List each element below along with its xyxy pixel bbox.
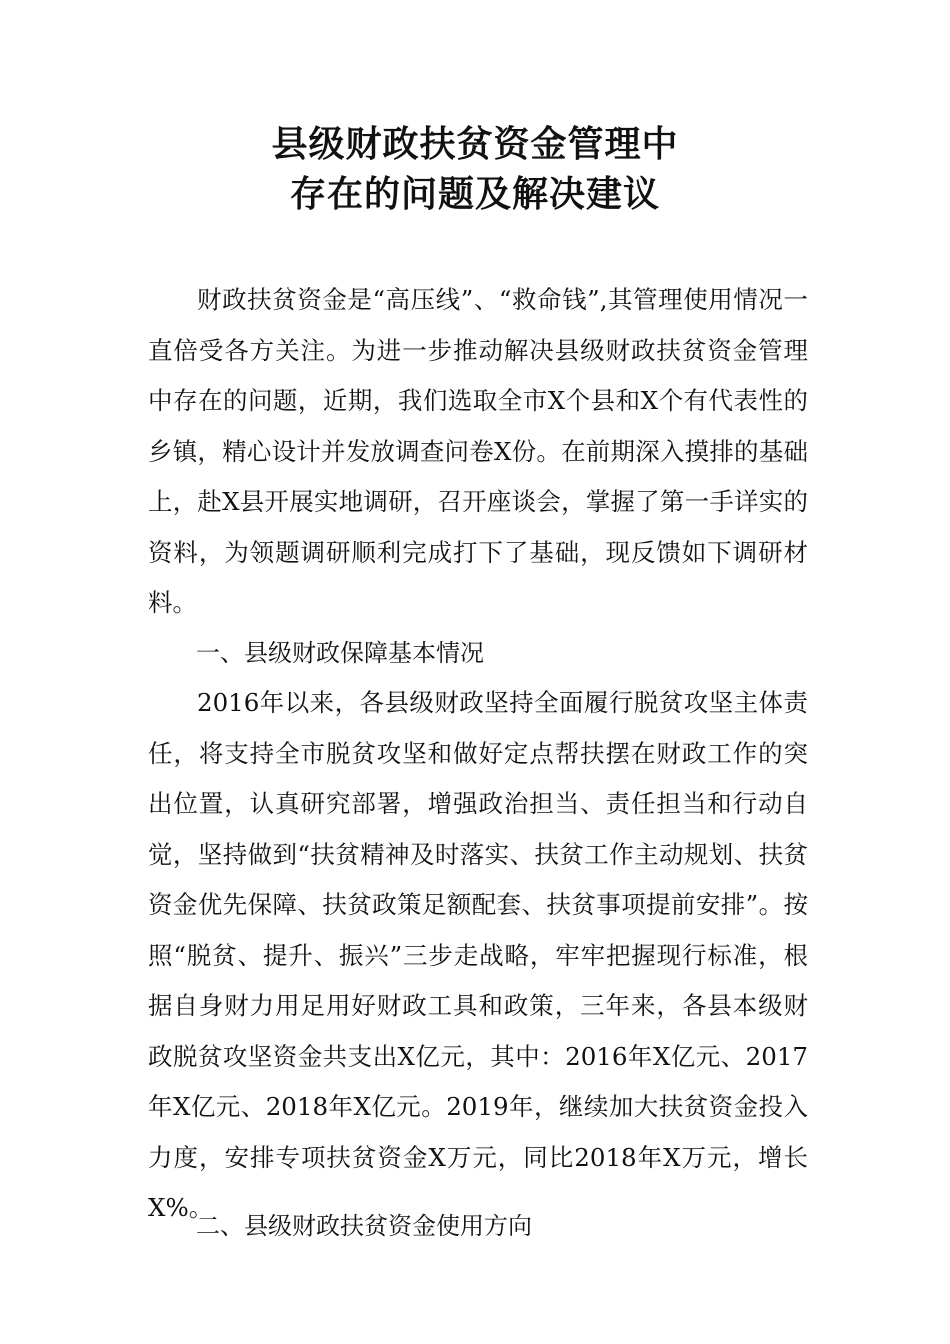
section-2-heading: 二、县级财政扶贫资金使用方向 <box>196 1212 532 1240</box>
title-line-1: 县级财政扶贫资金管理中 <box>271 124 679 165</box>
section-1-paragraph: 2016年以来，各县级财政坚持全面履行脱贫攻坚主体责任，将支持全市脱贫攻坚和做好定点帮扶摆在财政工作的突出位置，认真研究部署，增强政治担当、责任担当和行动自觉，坚持做到“扶贫精神及时落实、扶贫工作主动规划、扶贫资金优先保障、扶贫政策足额配套、扶贫事项提前安排”。按照“脱贫、提升、振兴”三步走战略，牢牢把握现行标准，根据自身财力用足用好财政工具和政策，三年来，各县本级财政脱贫攻坚资金共支出X亿元，其中：2016年X亿元、2017年X亿元、2018年X亿元。2019年，继续加大扶贫资金投入力度，安排专项扶贫资金X万元，同比2018年X万元，增长X%。 <box>148 688 808 1222</box>
document-body <box>148 275 808 1252</box>
document-title <box>0 120 950 220</box>
intro-paragraph: 财政扶贫资金是“高压线”、“救命钱”,其管理使用情况一直倍受各方关注。为进一步推动解决县级财政扶贫资金管理中存在的问题，近期，我们选取全市X个县和X个有代表性的乡镇，精心设计并发放调查问卷X份。在前期深入摸排的基础上，赴X县开展实地调研，召开座谈会，掌握了第一手详实的资料，为领题调研顺利完成打下了基础，现反馈如下调研材料。 <box>148 285 808 617</box>
section-1-heading: 一、县级财政保障基本情况 <box>196 639 484 667</box>
title-line-2: 存在的问题及解决建议 <box>289 174 660 215</box>
